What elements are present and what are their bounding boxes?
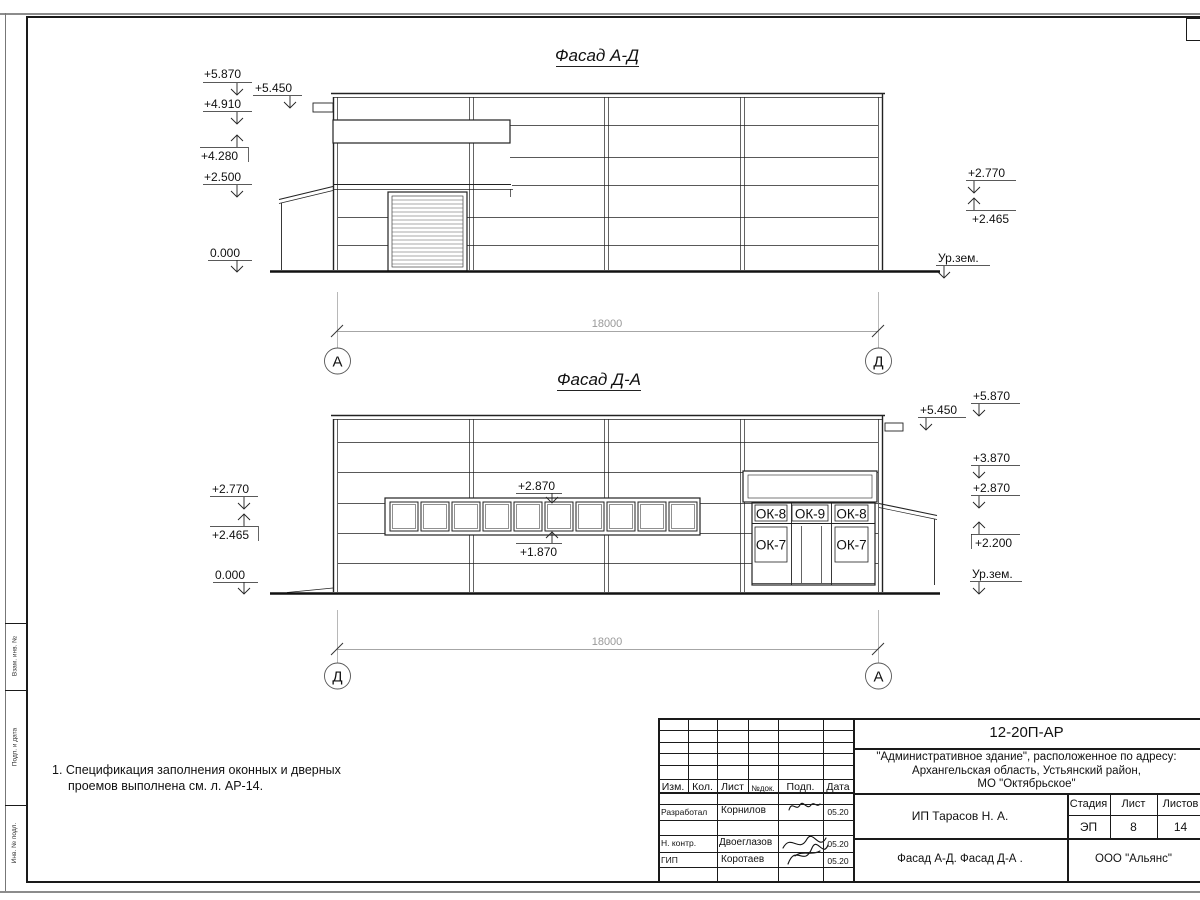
tb-address-line-1: "Административное здание", расположенное по адресу: [876, 751, 1177, 763]
level-label: 0.000 [215, 568, 246, 582]
tb-sheets-value: 14 [1173, 820, 1188, 834]
note [52, 762, 341, 794]
level-label: +4.910 [204, 97, 242, 111]
margin-box-label: Инв. № подл. [11, 822, 18, 864]
ground-level-label: Ур.зем. [972, 567, 1013, 581]
level-label: +2.770 [212, 482, 250, 496]
note-line-1: 1. Спецификация заполнения оконных и дверных [52, 763, 341, 777]
level-label: +2.870 [973, 481, 1011, 495]
level-label: +5.450 [255, 81, 293, 95]
window-label-ok7: ОК-7 [836, 537, 867, 553]
tb-document-number: 12-20П-АР [989, 724, 1064, 741]
tb-role-ncontrol: Н. контр. [661, 838, 697, 848]
tb-stage-value: ЭП [1079, 820, 1098, 834]
level-label: +3.870 [973, 451, 1011, 465]
sheet-left-edge [5, 13, 6, 891]
tb-header-sheet: Лист [1121, 798, 1146, 810]
window-label-ok8: ОК-8 [755, 506, 787, 522]
tb-sheet-title: Фасад А-Д. Фасад Д-А . [897, 853, 1023, 865]
tb-date-gip: 05.20 [827, 856, 849, 866]
facade-top-title: Фасад А-Д [554, 46, 640, 65]
corner-stamp-box [1186, 18, 1200, 19]
margin-box-label: Подп. и дата [11, 727, 19, 767]
tb-address-line-2: Архангельская область, Устьянский район, [912, 765, 1141, 777]
tb-role-gip: ГИП [661, 855, 678, 865]
level-label: +1.870 [520, 545, 558, 559]
ground-level-label: Ур.зем. [938, 251, 979, 265]
tb-sheet-value: 8 [1130, 820, 1137, 834]
tb-header-ndok: №док. [751, 784, 775, 793]
tb-organization: ООО "Альянс" [1095, 853, 1172, 865]
tb-header-data: Дата [826, 781, 850, 793]
level-label: +2.200 [975, 536, 1013, 550]
axis-marker-d: Д [332, 668, 343, 686]
facade-bottom-title: Фасад Д-А [556, 370, 642, 389]
level-label: +5.450 [920, 403, 958, 417]
tb-name-developer: Корнилов [721, 805, 766, 816]
dimension-value-top: 18000 [591, 318, 623, 330]
tb-header-izm: Изм. [661, 781, 685, 793]
level-label: +5.870 [973, 389, 1011, 403]
tb-name-ncontrol: Двоеглазов [719, 837, 773, 848]
axis-marker-a: А [332, 353, 343, 371]
tb-date-developer: 05.20 [827, 807, 849, 817]
level-label: +2.500 [204, 170, 242, 184]
level-label: +2.770 [968, 166, 1006, 180]
tb-header-kol: Кол. [692, 781, 713, 793]
window-label-ok9: ОК-9 [794, 506, 826, 522]
frame-left [26, 16, 28, 883]
tb-date-ncontrol: 05.20 [827, 839, 849, 849]
level-label: +2.465 [212, 528, 250, 542]
level-label: +2.870 [518, 479, 556, 493]
frame-top [26, 16, 1200, 18]
level-label: +5.870 [204, 67, 242, 81]
margin-box-label: Взам. инв. № [11, 635, 19, 677]
dimension-value-bottom: 18000 [591, 636, 623, 648]
tb-name-gip: Коротаев [721, 854, 765, 865]
tb-header-podp: Подп. [786, 781, 815, 793]
tb-role-developer: Разработал [661, 807, 708, 817]
tb-header-stage: Стадия [1069, 798, 1108, 810]
tb-client: ИП Тарасов Н. А. [911, 809, 1009, 823]
tb-header-sheets: Листов [1162, 798, 1199, 810]
frame-bottom [26, 881, 1200, 883]
note-line-2: проемов выполнена см. л. АР-14. [68, 779, 264, 793]
level-label: +4.280 [201, 149, 239, 163]
axis-marker-d: Д [873, 353, 884, 371]
page-bottom-edge [0, 891, 1200, 893]
page-top-edge [0, 13, 1200, 15]
level-label: 0.000 [210, 246, 241, 260]
tb-address-line-3: МО "Октябрьское" [977, 778, 1076, 790]
tb-header-list: Лист [721, 781, 744, 793]
corner-stamp-box [1186, 18, 1187, 40]
window-label-ok7: ОК-7 [755, 537, 787, 553]
window-label-ok8: ОК-8 [836, 506, 867, 522]
axis-marker-a: А [873, 668, 884, 686]
level-label: +2.465 [972, 212, 1010, 226]
corner-stamp-box [1186, 40, 1200, 41]
